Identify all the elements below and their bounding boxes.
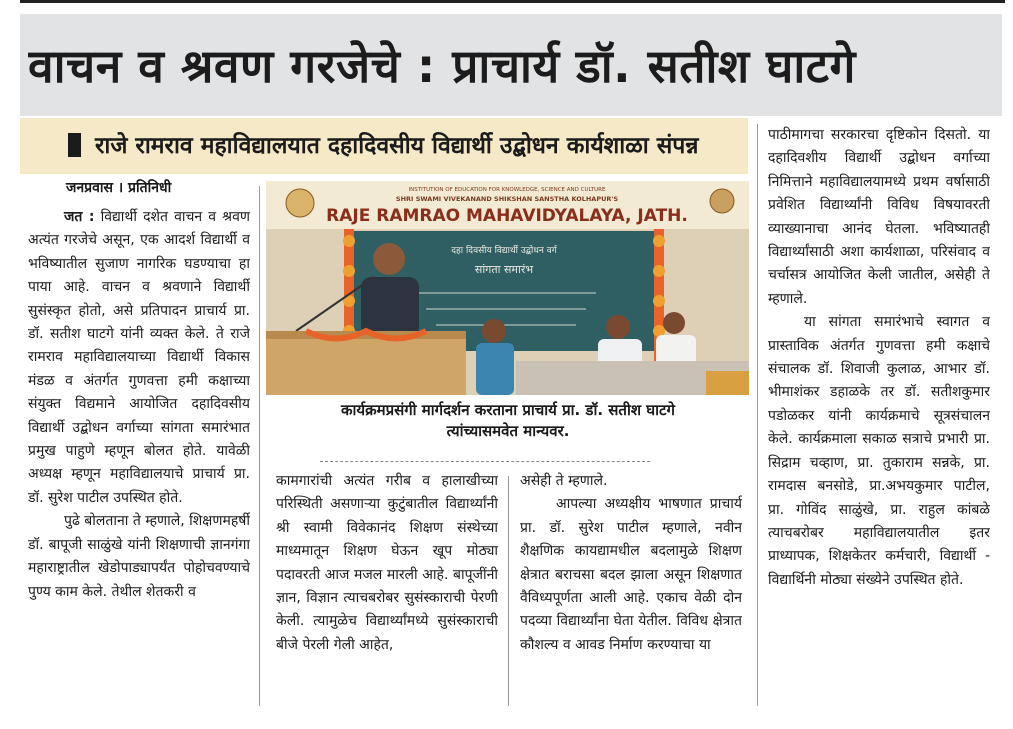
caption-line-2: त्यांच्यासमवेत मान्यवर.: [446, 422, 570, 440]
article-column-1: [28, 206, 250, 716]
event-photo: [266, 181, 749, 395]
subheadline: [28, 118, 746, 174]
board-line-2: सांगता समारंभ: [474, 263, 534, 276]
top-rule: [20, 0, 1005, 3]
banner-society-text: SHRI SWAMI VIVEKANAND SHIKSHAN SANSTHA KOLHAPUR'S: [395, 195, 619, 203]
headline: वाचन व श्रवण गरजेचे : प्राचार्य डॉ. सतीश घाटगे: [28, 39, 856, 93]
board-line-1: दहा दिवसीय विद्यार्थी उद्बोधन वर्ग: [451, 246, 557, 256]
column-divider: [508, 476, 509, 706]
banner-small-text: INSTITUTION OF EDUCATION FOR KNOWLEDGE, SCIENCE AND CULTURE: [408, 187, 606, 193]
article-column-2: [276, 470, 498, 710]
byline: जनप्रवास । प्रतिनिधी: [66, 180, 172, 196]
photo-caption: [266, 400, 750, 442]
paragraph: कामगारांची अत्यंत गरीब व हालाखीच्या परिस्थिती असणाऱ्या कुटुंबातील विद्यार्थ्यांनी श्री स्वामी विवेकानंद शिक्षण संस्थेच्या माध्यमातून शिक्षण घेऊन खूप मोठ्या पदावरती आज मजल मारली आहे. बापूजींनी ज्ञान, विज्ञान त्याचबरोबर सुसंस्काराची पेरणी केली. त्यामुळेच विद्यार्थ्यांमध्ये सुसंस्काराची बीजे पेरली गेली आहेत,: [276, 473, 498, 653]
article-column-3: [520, 470, 742, 710]
paragraph: [28, 206, 250, 510]
caption-separator: [320, 461, 650, 462]
paragraph: या सांगता समारंभाचे स्वागत व प्रास्ताविक अंतर्गत गुणवत्ता हमी कक्षाचे संचालक डॉ. शिवाजी कुलाळ, आभार डॉ. भीमाशंकर डहाळके तर डॉ. सतीशकुमार पडोळकर यांनी कार्यक्रमाचे सूत्रसंचालन केले. कार्यक्रमाला सकाळ सत्राचे प्रभारी प्रा. सिद्राम चव्हाण, प्रा. तुकाराम सन्नके, प्रा. रामदास बनसोडे, प्रा.अभयकुमार पाटील, प्रा. गोविंद साळुंखे, प्रा. राहुल कांबळे त्याचबरोबर महाविद्यालयातील इतर प्राध्यापक, शिक्षकेतर कर्मचारी, विद्यार्थी - विद्यार्थिनी मोठ्या संख्येने उपस्थित होते.: [768, 314, 990, 588]
paragraph: आपल्या अध्यक्षीय भाषणात प्राचार्य प्रा. डॉ. सुरेश पाटील म्हणाले, नवीन शैक्षणिक कायद्यामधील बदलामुळे शिक्षण क्षेत्रात बराचसा बदल झाला असून शिक्षणात वैविध्यपूर्णता आली आहे. एकाच वेळी दोन पदव्या विद्यार्थ्यांना घेता येतील. विविध क्षेत्रात कौशल्य व आवड निर्माण करण्याचा या: [520, 496, 742, 653]
paragraph: पुढे बोलताना ते म्हणाले, शिक्षणमहर्षी डॉ. बापूजी साळुंखे यांनी शिक्षणाची ज्ञानगंगा महाराष्ट्रातील खेडोपाड्यापर्यंत पोहोचवण्याचे पुण्य काम केले. तेथील शेतकरी व: [28, 513, 250, 600]
square-bullet-icon: [68, 133, 81, 157]
paragraph: पाठीमागचा सरकारचा दृष्टिकोन दिसतो. या दहादिवशीय विद्यार्थी उद्बोधन वर्गाच्या निमित्ताने महाविद्यालयामध्ये प्रथम वर्षासाठी प्रवेशित विद्यार्थ्यांनी विविध विषयावरती व्याख्यानाचा आनंद घेतला. भविष्यातही विद्यार्थ्यांसाठी अशा कार्यशाळा, परिसंवाद व चर्चासत्र आयोजित केली जातील, असेही ते म्हणाले.: [768, 127, 990, 307]
article-column-4: [768, 124, 990, 714]
caption-line-1: कार्यक्रमप्रसंगी मार्गदर्शन करताना प्राचार्य प्रा. डॉ. सतीश घाटगे: [340, 401, 676, 419]
column-divider: [757, 124, 758, 706]
paragraph-text: विद्यार्थी दशेत वाचन व श्रवण अत्यंत गरजेचे असून, एक आदर्श विद्यार्थी व भविष्यातील सुजाण नागरिक घडण्याचा हा पाया आहे. वाचन व श्रवणाने विद्यार्थी सुसंस्कृत होतो, असे प्रतिपादन प्राचार्य प्रा. डॉ. सतीश घाटगे यांनी व्यक्त केले. ते राजे रामराव महाविद्यालयाच्या विद्यार्थी विकास मंडळ व अंतर्गत गुणवत्ता हमी कक्षाच्या संयुक्त विद्यमाने आयोजित दहादिवसीय विद्यार्थी उद्बोधन वर्गाच्या सांगता समारंभात प्रमुख पाहुणे म्हणून बोलत होते. यावेळी अध्यक्ष म्हणून महाविद्यालयाचे प्राचार्य प्रा. डॉ. सुरेश पाटील उपस्थित होते.: [28, 209, 250, 506]
column-divider: [259, 186, 260, 706]
paragraph: असेही ते म्हणाले.: [520, 473, 608, 489]
banner-college-text: RAJE RAMRAO MAHAVIDYALAYA, JATH.: [326, 206, 688, 226]
dateline: जत :: [64, 209, 95, 225]
subheadline-text: राजे रामराव महाविद्यालयात दहादिवसीय विद्यार्थी उद्बोधन कार्यशाळा संपन्न: [95, 133, 699, 159]
event-photo-illustration: [266, 181, 749, 395]
